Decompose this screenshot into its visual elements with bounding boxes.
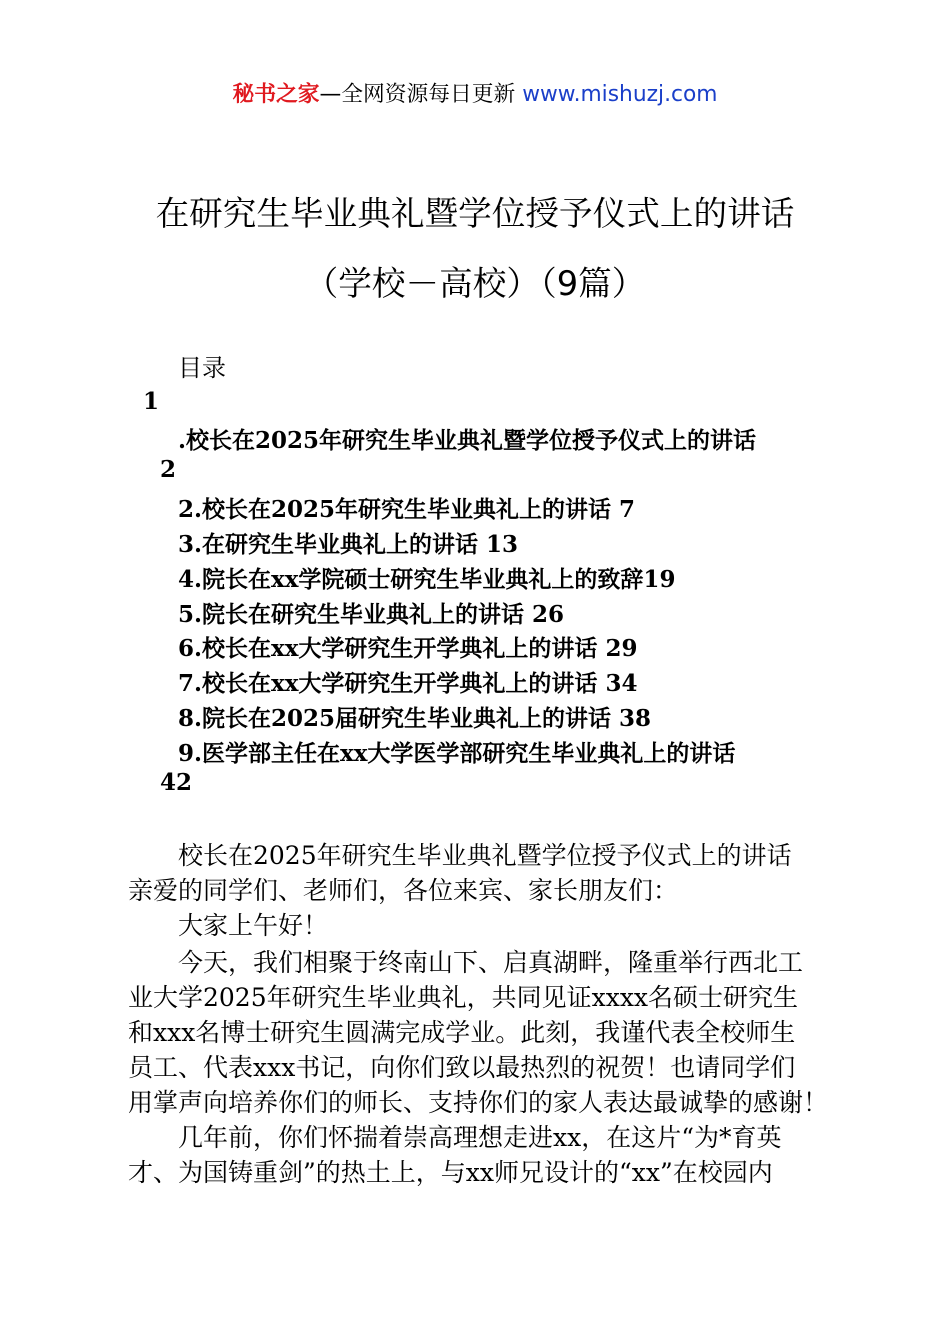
toc-item-9-link[interactable]: 9.医学部主任在xx大学医学部研究生毕业典礼上的讲话 [178, 740, 736, 767]
toc-item-8-link[interactable]: 8.院长在2025届研究生毕业典礼上的讲话 38 [178, 705, 652, 732]
site-slogan: —全网资源每日更新 [319, 82, 523, 107]
site-url-link[interactable]: www.mishuzj.com [522, 82, 718, 107]
body-line: 业大学2025年研究生毕业典礼，共同见证xxxx名硕士研究生 [128, 983, 799, 1012]
site-banner [0, 80, 950, 110]
toc-item-3-link[interactable]: 3.在研究生毕业典礼上的讲话 13 [178, 531, 519, 558]
toc-item-9-page: 42 [160, 769, 193, 796]
toc-item-1-page: 2 [160, 456, 177, 483]
body-line: 亲爱的同学们、老师们，各位来宾、家长朋友们： [128, 876, 679, 905]
body-line: 员工、代表xxx书记，向你们致以最热烈的祝贺！也请同学们 [128, 1053, 796, 1082]
toc-item-7-link[interactable]: 7.校长在xx大学研究生开学典礼上的讲话 34 [178, 670, 638, 697]
toc-heading: 目录 [178, 354, 226, 382]
body-line: 和xxx名博士研究生圆满完成学业。此刻，我谨代表全校师生 [128, 1018, 796, 1047]
toc-item-4-link[interactable]: 4.院长在xx学院硕士研究生毕业典礼上的致辞19 [178, 566, 676, 593]
body-line: 用掌声向培养你们的师长、支持你们的家人表达最诚挚的感谢！ [128, 1088, 829, 1117]
section-title: 校长在2025年研究生毕业典礼暨学位授予仪式上的讲话 [178, 841, 792, 870]
toc-item-5-link[interactable]: 5.院长在研究生毕业典礼上的讲话 26 [178, 601, 565, 628]
document-title: 在研究生毕业典礼暨学位授予仪式上的讲话 [155, 194, 795, 233]
document-subtitle: （学校－高校）（9篇） [304, 264, 646, 303]
body-line: 才、为国铸重剑”的热土上，与xx师兄设计的“xx”在校园内 [128, 1158, 773, 1187]
toc-item-2-link[interactable]: 2.校长在2025年研究生毕业典礼上的讲话 7 [178, 496, 636, 523]
site-brand: 秘书之家 [232, 82, 320, 107]
body-line: 今天，我们相聚于终南山下、启真湖畔，隆重举行西北工 [178, 948, 804, 977]
toc-item-1-number: 1 [143, 388, 160, 415]
toc-item-6-link[interactable]: 6.校长在xx大学研究生开学典礼上的讲话 29 [178, 635, 638, 662]
toc-item-1-link[interactable]: .校长在2025年研究生毕业典礼暨学位授予仪式上的讲话 [178, 427, 757, 454]
body-line: 大家上午好！ [178, 911, 329, 940]
body-line: 几年前，你们怀揣着崇高理想走进xx，在这片“为*育英 [178, 1123, 782, 1152]
